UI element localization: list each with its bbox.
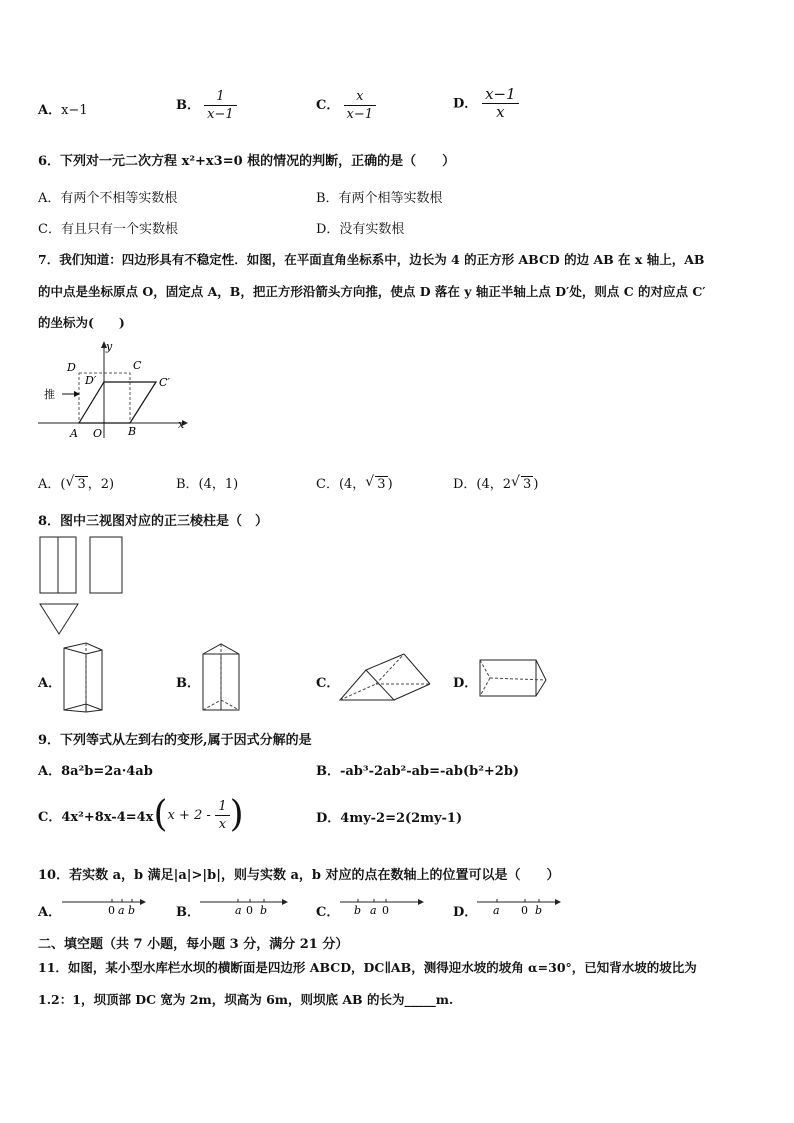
svg-text:a: a — [370, 904, 377, 917]
q10-option-b: B． — [176, 905, 200, 920]
label-c: C — [133, 359, 142, 372]
q10-option-d: D． — [453, 905, 478, 920]
q7-option-c: C．(4，√ 3 ) — [316, 473, 393, 492]
svg-text:b: b — [535, 904, 543, 917]
svg-text:0: 0 — [246, 904, 253, 917]
q9-option-b: B．-ab³-2ab²-ab=-ab(b²+2b) — [316, 764, 520, 779]
q5-option-b: B． $\frac{1}{x-1}$ — [176, 88, 237, 123]
q10-numberline-d — [475, 893, 563, 919]
side-view — [90, 537, 122, 593]
q10-numberline-c — [338, 893, 426, 919]
q7-figure — [36, 336, 196, 446]
label-d: D — [67, 361, 76, 374]
q6-option-a: A．有两个不相等实数根 — [38, 191, 178, 206]
label-dp: D′ — [85, 374, 97, 387]
q11-stem-line1: 11．如图，某小型水库栏水坝的横断面是四边形 ABCD，DC∥AB，测得迎水坡的坡角 α=30°，已知背水坡的坡比为 — [38, 960, 697, 975]
q8-prism-b — [197, 640, 247, 716]
q8-prism-a — [58, 640, 110, 716]
q8-option-a: A． — [38, 676, 62, 691]
q9-stem: 9．下列等式从左到右的变形,属于因式分解的是 — [38, 733, 312, 748]
q6-option-d: D．没有实数根 — [316, 222, 405, 237]
q9-option-d: D．4my-2=2(2my-1) — [316, 811, 463, 826]
q7-stem-line1: 7．我们知道：四边形具有不稳定性．如图，在平面直角坐标系中，边长为 4 的正方形 ABCD 的边 AB 在 x 轴上，AB — [38, 252, 705, 267]
q8-prism-c — [336, 650, 436, 708]
q6-option-c: C．有且只有一个实数根 — [38, 222, 178, 237]
label-y: y — [106, 340, 113, 353]
q8-option-c: C． — [316, 676, 340, 691]
q5-option-d: D． $\frac{x-1}{x}$ — [453, 86, 519, 121]
svg-text:0: 0 — [521, 904, 528, 917]
label-push: 推 — [44, 388, 55, 401]
section-heading-fill-in: 二、填空题（共 7 小题，每小题 3 分，满分 21 分） — [38, 937, 349, 952]
q11-stem-line2: 1.2：1，坝顶部 DC 宽为 2m，坝高为 6m，则坝底 AB 的长为_____m. — [38, 992, 454, 1007]
label-x: x — [178, 418, 185, 431]
q8-three-views — [36, 533, 128, 637]
q8-option-b: B． — [176, 676, 200, 691]
svg-text:b: b — [128, 904, 136, 917]
q7-option-d: D．(4，2√ 3 ) — [453, 473, 538, 492]
q8-stem: 8．图中三视图对应的正三棱柱是（ ） — [38, 514, 269, 529]
q8-option-d: D． — [453, 676, 478, 691]
q8-prism-d — [474, 654, 550, 702]
label-o: O — [93, 427, 103, 440]
label-a: A — [70, 427, 78, 440]
q5-option-c: C． $\frac{x}{x-1}$ — [316, 88, 376, 123]
svg-text:a: a — [235, 904, 242, 917]
q6-stem: 6．下列对一元二次方程 x²+x3=0 根的情况的判断，正确的是（ ） — [38, 154, 456, 169]
svg-text:a: a — [493, 904, 500, 917]
q7-option-b: B．(4，1) — [176, 477, 239, 492]
push-arrow-head — [74, 391, 80, 397]
top-view — [40, 604, 78, 634]
q10-option-a: A． — [38, 905, 62, 920]
q5-option-a: A．x−1 — [38, 103, 88, 118]
label-b: B — [128, 425, 137, 438]
q7-option-a: A．(√ 3 ，2) — [38, 473, 114, 492]
svg-text:b: b — [260, 904, 268, 917]
q7-stem-line3: 的坐标为( ) — [38, 315, 125, 330]
q10-numberline-b — [198, 893, 290, 919]
svg-text:a: a — [118, 904, 125, 917]
q7-stem-line2: 的中点是坐标原点 O，固定点 A，B，把正方形沿箭头方向推，使点 D 落在 y 轴正半轴上点 D′处，则点 C 的对应点 C′ — [38, 284, 706, 299]
q10-option-c: C． — [316, 905, 340, 920]
svg-text:0: 0 — [108, 904, 115, 917]
q9-option-c: C．4x²+8x-4=4x(x + 2 - $\frac{1}{x}$ ) — [38, 794, 244, 835]
svg-text:b: b — [354, 904, 362, 917]
q6-option-b: B．有两个相等实数根 — [316, 191, 443, 206]
q10-stem: 10．若实数 a，b 满足|a|>|b|，则与实数 a，b 对应的点在数轴上的位置可以是（ ） — [38, 868, 560, 883]
label-cp: C′ — [159, 376, 170, 389]
q10-numberline-a — [60, 893, 148, 919]
q9-option-a: A．8a²b=2a·4ab — [38, 764, 153, 779]
svg-text:0: 0 — [382, 904, 389, 917]
parallelogram-abcpdp — [79, 382, 156, 423]
